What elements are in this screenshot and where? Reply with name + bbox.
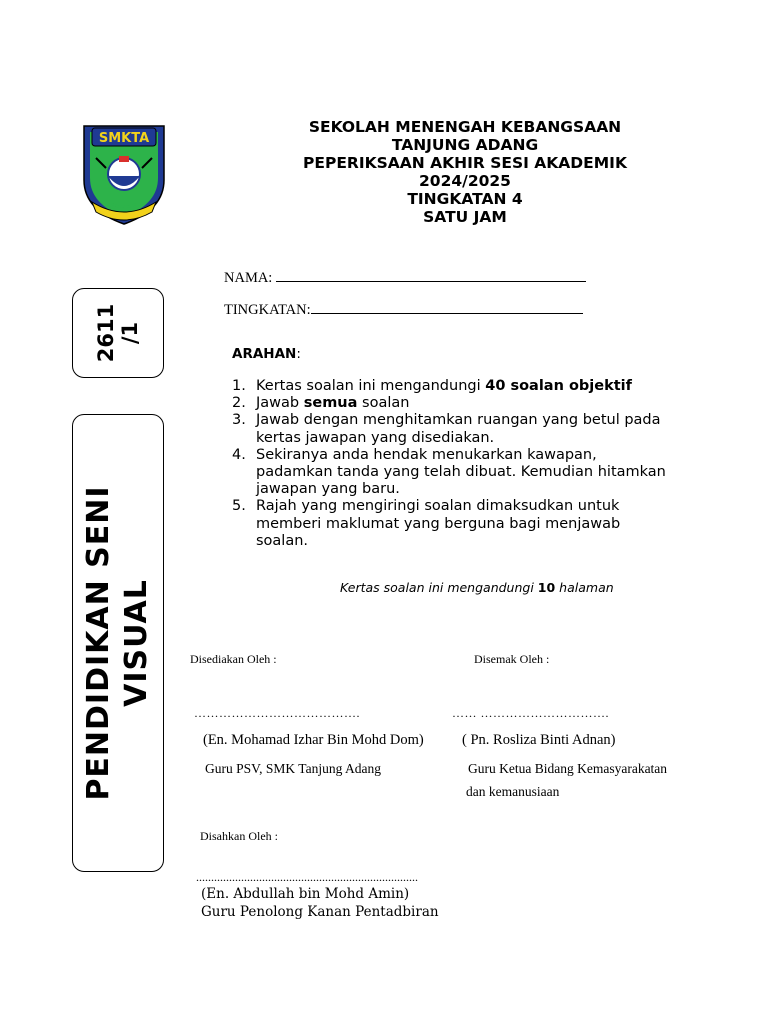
page-count-prefix: Kertas soalan ini mengandungi bbox=[340, 580, 538, 595]
exam-session: 2024/2025 bbox=[419, 172, 511, 190]
instructions-list bbox=[232, 378, 672, 550]
page-count-number: 10 bbox=[537, 580, 556, 595]
school-crest-icon bbox=[78, 118, 170, 228]
instruction-item bbox=[232, 498, 672, 550]
subject-box bbox=[72, 414, 164, 872]
instructions-heading-text: ARAHAN bbox=[232, 346, 297, 362]
prepared-by-label: Disediakan Oleh : bbox=[190, 652, 277, 666]
form-field bbox=[224, 300, 583, 319]
approved-by-signature-line: .......................................................................... bbox=[196, 870, 418, 884]
instruction-text: Kertas soalan ini mengandungi bbox=[256, 378, 486, 394]
svg-text:SMKTA: SMKTA bbox=[98, 131, 150, 146]
instruction-emphasis: 40 soalan objektif bbox=[485, 378, 632, 394]
instruction-text-end: soalan bbox=[357, 395, 410, 412]
school-name: SEKOLAH MENENGAH KEBANGSAAN bbox=[308, 118, 622, 136]
subject-line-1: PENDIDIKAN SENI bbox=[81, 485, 116, 801]
reviewed-by-name: ( Pn. Rosliza Binti Adnan) bbox=[462, 732, 616, 748]
approved-by-title: Guru Penolong Kanan Pentadbiran bbox=[201, 904, 439, 920]
reviewed-by-signature-line: …… …………………………. bbox=[452, 706, 609, 720]
instruction-text: Jawab bbox=[256, 395, 304, 412]
reviewed-by-label: Disemak Oleh : bbox=[474, 652, 550, 666]
reviewed-by-title-2: dan kemanusiaan bbox=[466, 784, 560, 799]
name-line[interactable] bbox=[276, 268, 586, 282]
instruction-text: Jawab dengan menghitamkan ruangan yang betul pada kertas jawapan yang disediakan. bbox=[256, 412, 661, 446]
exam-title: PEPERIKSAAN AKHIR SESI AKADEMIK bbox=[303, 154, 627, 172]
exam-form: TINGKATAN 4 bbox=[407, 190, 523, 208]
instruction-number: 5. bbox=[232, 498, 246, 515]
reviewed-by-title: Guru Ketua Bidang Kemasyarakatan bbox=[468, 761, 668, 776]
instruction-item bbox=[232, 395, 672, 412]
approved-by-label: Disahkan Oleh : bbox=[200, 829, 278, 843]
instruction-number: 3. bbox=[232, 412, 246, 429]
paper-code-number: 2611 bbox=[94, 303, 118, 363]
instructions-heading-colon: : bbox=[296, 346, 301, 362]
name-label: NAMA: bbox=[224, 270, 276, 286]
prepared-by-name: (En. Mohamad Izhar Bin Mohd Dom) bbox=[203, 732, 424, 748]
instruction-emphasis: semua bbox=[303, 395, 358, 412]
name-field bbox=[224, 268, 586, 287]
prepared-by-signature-line: …………………………………. bbox=[194, 706, 360, 720]
instruction-text: Rajah yang mengiringi soalan dimaksudkan untuk memberi maklumat yang berguna bagi menjawab soalan. bbox=[256, 498, 621, 549]
subject-name bbox=[80, 485, 156, 800]
form-line[interactable] bbox=[311, 300, 583, 314]
instruction-number: 2. bbox=[232, 395, 246, 412]
prepared-by-title: Guru PSV, SMK Tanjung Adang bbox=[205, 761, 381, 776]
school-logo bbox=[78, 118, 170, 228]
paper-code-box bbox=[72, 288, 164, 378]
paper-code-part: /1 bbox=[118, 321, 142, 345]
page-count-suffix: halaman bbox=[555, 580, 614, 595]
instruction-number: 1. bbox=[232, 378, 246, 394]
instruction-item bbox=[232, 447, 672, 499]
page-count-note bbox=[340, 580, 614, 595]
school-location: TANJUNG ADANG bbox=[391, 136, 539, 154]
exam-header bbox=[230, 118, 700, 226]
form-label: TINGKATAN: bbox=[224, 302, 311, 318]
instruction-text: Sekiranya anda hendak menukarkan kawapan, padamkan tanda yang telah dibuat. Kemudian hitamkan jawapan yang baru. bbox=[256, 446, 666, 498]
instruction-number: 4. bbox=[232, 446, 246, 463]
instruction-item bbox=[232, 412, 672, 446]
subject-line-2: VISUAL bbox=[119, 579, 154, 707]
exam-duration: SATU JAM bbox=[423, 208, 507, 226]
instruction-item bbox=[232, 378, 672, 395]
paper-code bbox=[94, 304, 142, 362]
approved-by-name: (En. Abdullah bin Mohd Amin) bbox=[201, 886, 410, 902]
instructions-heading bbox=[232, 346, 301, 362]
